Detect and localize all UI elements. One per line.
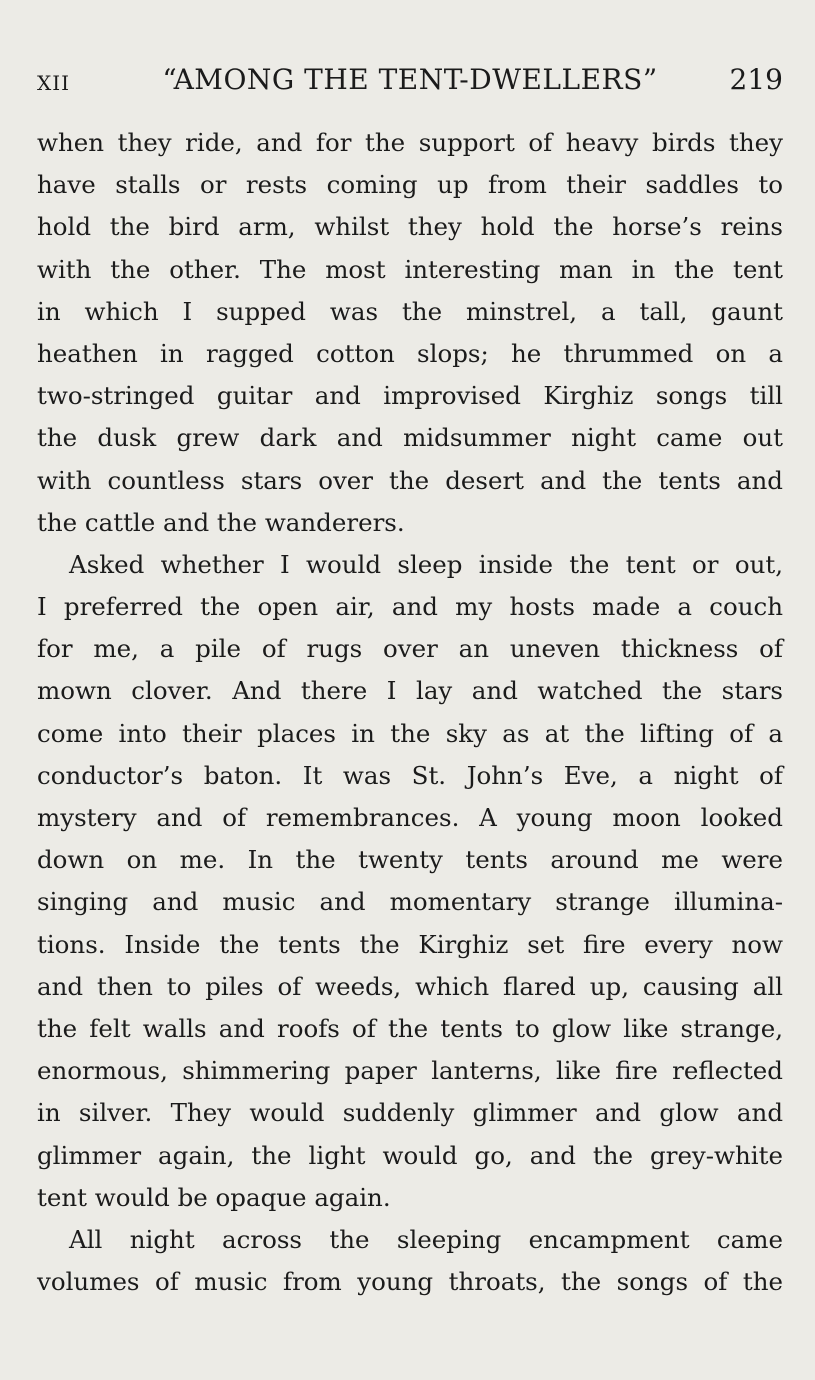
text-line: I preferred the open air, and my hosts made a couch — [37, 592, 783, 622]
chapter-number: xii — [37, 63, 71, 97]
text-line: with countless stars over the desert and the tents and — [37, 465, 783, 495]
text-line: tions. Inside the tents the Kirghiz set fire every now — [37, 929, 783, 959]
text-line: Asked whether I would sleep inside the tent or out, — [69, 549, 783, 579]
text-line: All night across the sleeping encampment came — [69, 1224, 783, 1254]
text-line: with the other. The most interesting man in the tent — [37, 254, 783, 284]
text-line: tent would be opaque again. — [37, 1182, 391, 1212]
running-title: “AMONG THE TENT-DWELLERS” — [162, 63, 658, 96]
book-page — [37, 56, 783, 1303]
text-line: when they ride, and for the support of heavy birds they — [37, 128, 783, 157]
text-line: singing and music and momentary strange illumina- — [37, 887, 783, 917]
text-line: the cattle and the wanderers. — [37, 507, 405, 537]
text-line: down on me. In the twenty tents around me were — [37, 845, 783, 875]
text-line: glimmer again, the light would go, and the grey-white — [37, 1140, 783, 1170]
text-line: conductor’s baton. It was St. John’s Eve, a night of — [37, 760, 783, 790]
paragraph — [37, 122, 783, 544]
text-line: come into their places in the sky as at the lifting of a — [37, 718, 783, 748]
body-text — [37, 122, 783, 1303]
paragraph — [37, 1219, 783, 1303]
text-line: mown clover. And there I lay and watched the stars — [37, 676, 783, 706]
text-line: mystery and of remembrances. A young moon looked — [37, 803, 783, 832]
text-line: the felt walls and roofs of the tents to glow like strange, — [37, 1013, 783, 1043]
text-line: the dusk grew dark and midsummer night came out — [37, 423, 783, 453]
paragraph — [37, 544, 783, 1219]
text-line: and then to piles of weeds, which flared up, causing all — [37, 971, 783, 1001]
running-head — [37, 56, 783, 104]
text-line: two-stringed guitar and improvised Kirghiz songs till — [37, 381, 783, 411]
text-line: hold the bird arm, whilst they hold the horse’s reins — [37, 212, 783, 242]
text-line: in silver. They would suddenly glimmer and glow and — [37, 1098, 783, 1128]
text-line: enormous, shimmering paper lanterns, like fire reflected — [37, 1056, 783, 1086]
text-line: heathen in ragged cotton slops; he thrummed on a — [37, 338, 783, 368]
text-line: volumes of music from young throats, the songs of the — [37, 1267, 783, 1297]
text-line: in which I supped was the minstrel, a tall, gaunt — [37, 296, 783, 326]
text-line: have stalls or rests coming up from their saddles to — [37, 170, 783, 200]
text-line: for me, a pile of rugs over an uneven thickness of — [37, 634, 783, 664]
page-number: 219 — [729, 63, 783, 96]
